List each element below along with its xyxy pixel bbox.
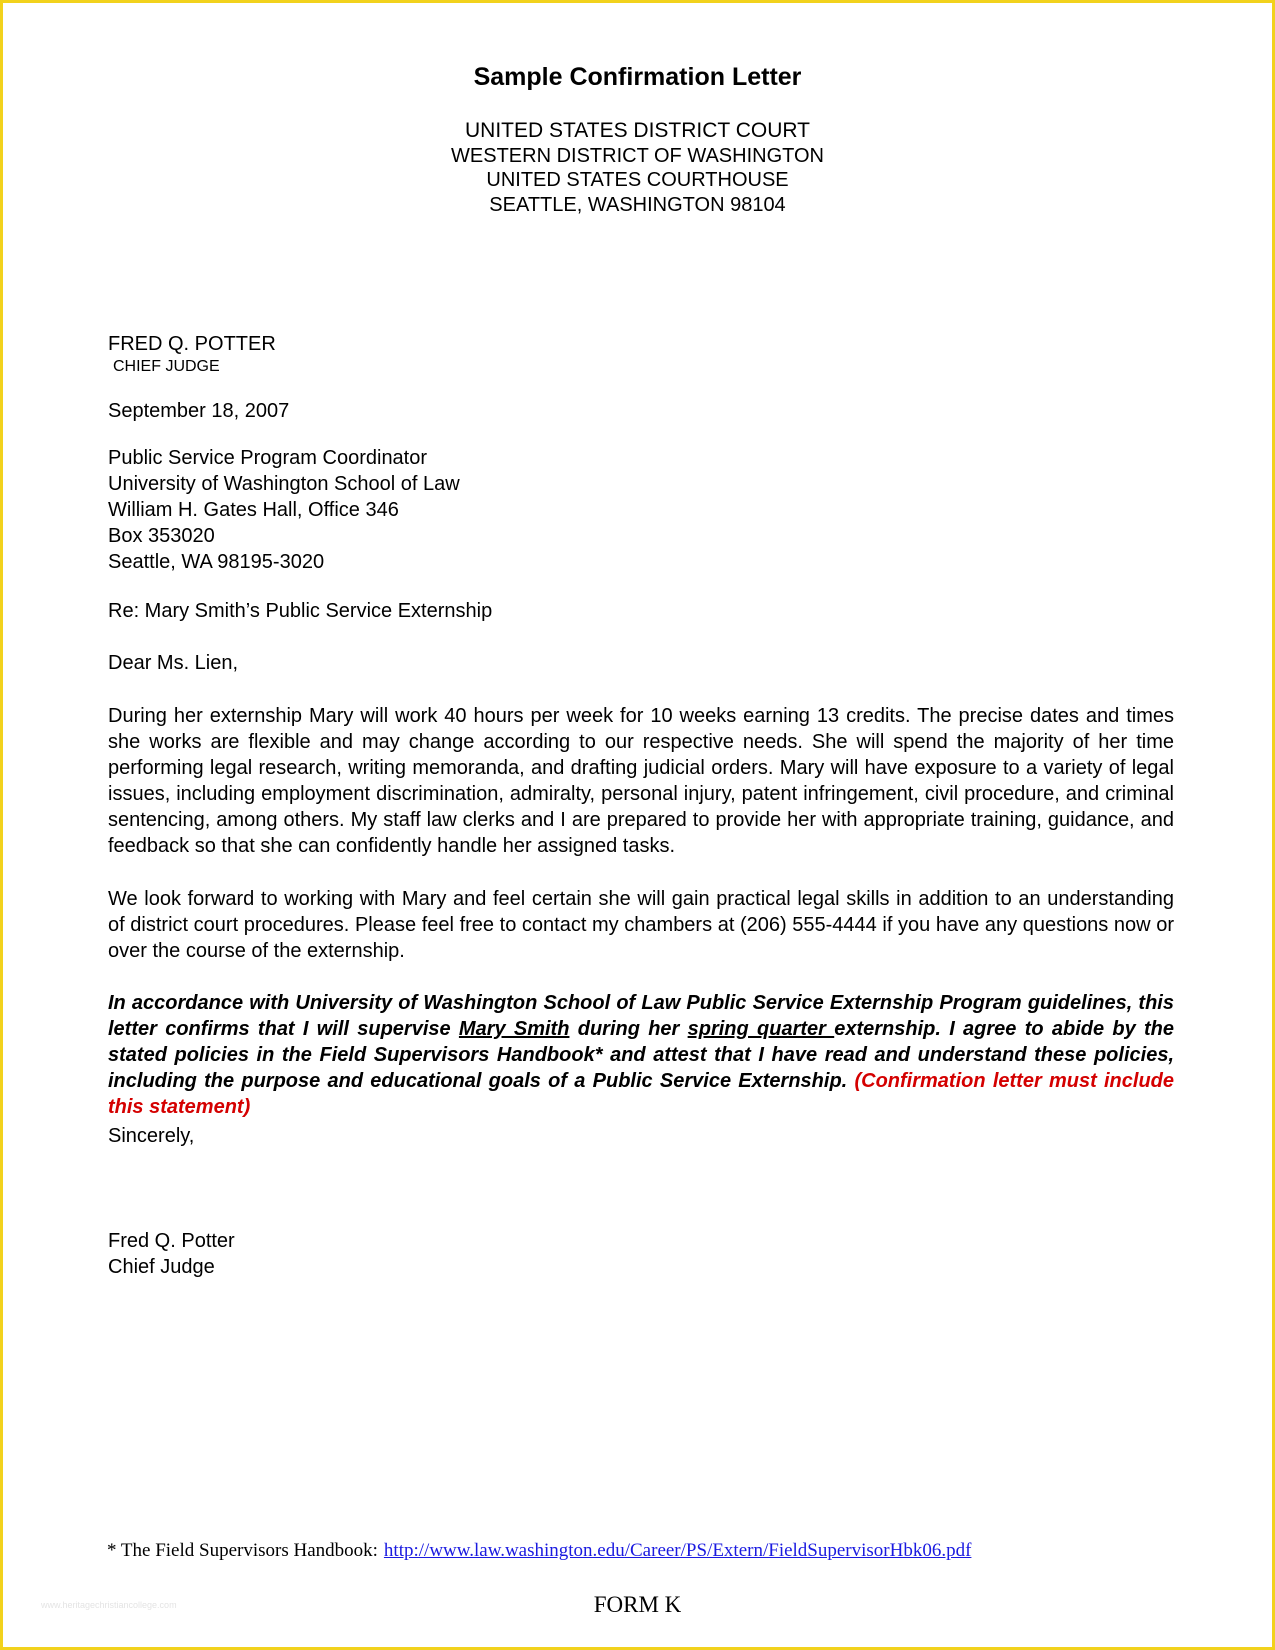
- address-line: Seattle, WA 98195-3020: [108, 551, 325, 573]
- statement-text: externship. I agree to abide by the stated policies in the Field Supervisors Handbook* and attest that I have read and understand these policies, including the purpose and educational goals of a Public Service Externship.: [108, 1018, 1174, 1092]
- closing: Sincerely,: [108, 1125, 195, 1147]
- signature-name: Fred Q. Potter: [108, 1230, 235, 1252]
- watermark: www.heritagechristiancollege.com: [41, 1600, 177, 1610]
- sender-name: FRED Q. POTTER: [108, 333, 276, 355]
- required-note: (Confirmation letter must include this statement): [108, 1070, 1175, 1118]
- statement-text: during her: [569, 1018, 688, 1040]
- form-label: FORM K: [593, 1592, 682, 1617]
- address-line: William H. Gates Hall, Office 346: [108, 499, 399, 521]
- signature-title: Chief Judge: [108, 1256, 215, 1278]
- court-header: [3, 119, 1272, 217]
- address-line: Public Service Program Coordinator: [108, 447, 428, 469]
- letter-title: Sample Confirmation Letter: [473, 63, 802, 91]
- sender-title: CHIEF JUDGE: [113, 358, 220, 375]
- sender-block: [108, 331, 1174, 377]
- signature-block: [108, 1228, 1174, 1280]
- letter-page: [3, 3, 1272, 1647]
- body-paragraph-2: We look forward to working with Mary and feel certain she will gain practical legal skills in addition to an understanding of district court procedures. Please feel free to contact my chambers at (206) 555-4444 if you have any questions now or over the course of the externship.: [108, 888, 1174, 962]
- court-line: WESTERN DISTRICT OF WASHINGTON: [451, 144, 824, 167]
- court-line: UNITED STATES COURTHOUSE: [486, 169, 789, 191]
- address-line: University of Washington School of Law: [108, 473, 460, 495]
- quarter-name: spring quarter: [687, 1018, 835, 1040]
- address-line: Box 353020: [108, 525, 215, 547]
- student-name: Mary Smith: [458, 1018, 570, 1040]
- letter-date: September 18, 2007: [108, 400, 290, 422]
- re-line: Re: Mary Smith’s Public Service Externship: [108, 600, 493, 622]
- footnote-label: * The Field Supervisors Handbook:: [107, 1540, 378, 1561]
- court-line: SEATTLE, WASHINGTON 98104: [489, 193, 786, 216]
- confirmation-statement: [108, 990, 1174, 1120]
- handbook-link[interactable]: http://www.law.washington.edu/Career/PS/Extern/FieldSupervisorHbk06.pdf: [383, 1540, 972, 1561]
- recipient-address: [108, 445, 1174, 575]
- salutation: Dear Ms. Lien,: [108, 652, 239, 674]
- court-line: UNITED STATES DISTRICT COURT: [465, 119, 810, 142]
- footnote: [107, 1540, 971, 1562]
- statement-text: In accordance with University of Washington School of Law Public Service Externship Program guidelines, this letter confirms that I will supervise: [108, 992, 1174, 1040]
- body-paragraph-1: During her externship Mary will work 40 hours per week for 10 weeks earning 13 credits. The precise dates and times she works are flexible and may change according to our respective needs. She will spend the majority of her time performing legal research, writing memoranda, and drafting judicial orders. Mary will have exposure to a variety of legal issues, including employment discrimination, admiralty, personal injury, patent infringement, civil procedure, and criminal sentencing, among others. My staff law clerks and I are prepared to provide her with appropriate training, guidance, and feedback so that she can confidently handle her assigned tasks.: [108, 705, 1174, 857]
